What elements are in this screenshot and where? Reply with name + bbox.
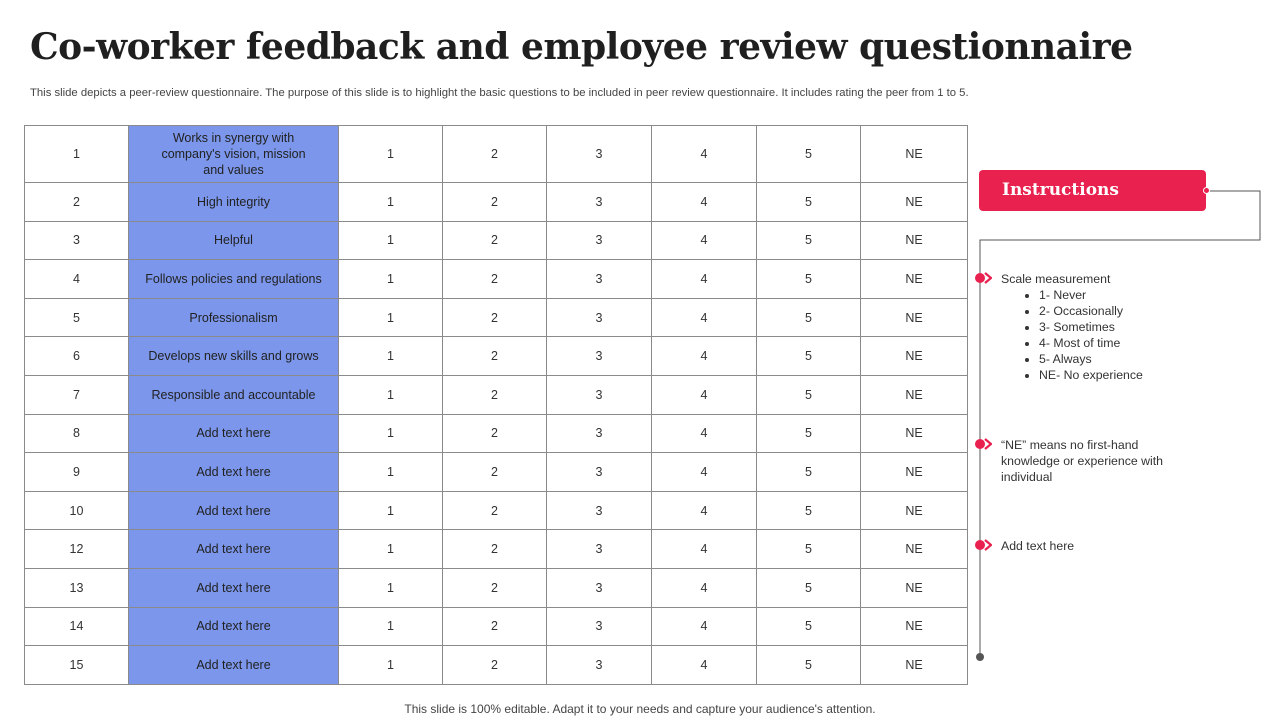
- scale-title: Scale measurement: [1001, 272, 1111, 286]
- row-number: 12: [25, 530, 129, 569]
- rating-option[interactable]: NE: [861, 183, 968, 222]
- rating-option[interactable]: 3: [547, 221, 652, 260]
- row-number: 10: [25, 491, 129, 530]
- rating-option[interactable]: 4: [652, 221, 757, 260]
- row-number: 6: [25, 337, 129, 376]
- rating-option[interactable]: 1: [339, 183, 443, 222]
- rating-option[interactable]: 5: [757, 646, 861, 685]
- rating-option[interactable]: 1: [339, 298, 443, 337]
- table-row: [25, 453, 968, 492]
- rating-option[interactable]: 4: [652, 375, 757, 414]
- rating-option[interactable]: 1: [339, 607, 443, 646]
- table-row: [25, 646, 968, 685]
- question-label: Develops new skills and grows: [129, 337, 339, 376]
- ne-note: “NE” means no first-hand knowledge or experience with individual: [1001, 438, 1164, 484]
- rating-option[interactable]: 5: [757, 221, 861, 260]
- table-row: [25, 530, 968, 569]
- page-title: Co-worker feedback and employee review questionnaire: [30, 26, 1133, 68]
- rating-option[interactable]: 3: [547, 260, 652, 299]
- rating-option[interactable]: 5: [757, 414, 861, 453]
- rating-option[interactable]: 5: [757, 260, 861, 299]
- scale-item: • NE- No experience: [1039, 367, 1251, 383]
- row-number: 14: [25, 607, 129, 646]
- rating-option[interactable]: 5: [757, 375, 861, 414]
- rating-option[interactable]: 4: [652, 183, 757, 222]
- row-number: 4: [25, 260, 129, 299]
- rating-option[interactable]: 1: [339, 337, 443, 376]
- rating-option[interactable]: NE: [861, 375, 968, 414]
- row-number: 9: [25, 453, 129, 492]
- questionnaire-body: [25, 126, 968, 685]
- question-label: Professionalism: [129, 298, 339, 337]
- rating-option[interactable]: 2: [443, 298, 547, 337]
- rating-option[interactable]: 5: [757, 337, 861, 376]
- rating-option[interactable]: 2: [443, 453, 547, 492]
- row-number: 7: [25, 375, 129, 414]
- rating-option[interactable]: 2: [443, 375, 547, 414]
- question-label: Follows policies and regulations: [129, 260, 339, 299]
- table-row: [25, 491, 968, 530]
- rating-option[interactable]: NE: [861, 126, 968, 183]
- table-row: [25, 260, 968, 299]
- rating-option[interactable]: 1: [339, 646, 443, 685]
- rating-option[interactable]: 1: [339, 221, 443, 260]
- rating-option[interactable]: 1: [339, 530, 443, 569]
- rating-option[interactable]: 3: [547, 337, 652, 376]
- rating-option[interactable]: 5: [757, 568, 861, 607]
- question-label: Add text here: [129, 491, 339, 530]
- scale-item: • 3- Sometimes: [1039, 319, 1251, 335]
- rating-option[interactable]: 3: [547, 491, 652, 530]
- table-row: [25, 126, 968, 183]
- row-number: 15: [25, 646, 129, 685]
- row-number: 1: [25, 126, 129, 183]
- rating-option[interactable]: 3: [547, 607, 652, 646]
- question-label: Add text here: [129, 607, 339, 646]
- rating-option[interactable]: 4: [652, 453, 757, 492]
- rating-option[interactable]: 5: [757, 607, 861, 646]
- row-number: 3: [25, 221, 129, 260]
- rating-option[interactable]: 3: [547, 126, 652, 183]
- rating-option[interactable]: 4: [652, 607, 757, 646]
- question-label: Add text here: [129, 414, 339, 453]
- rating-option[interactable]: 3: [547, 530, 652, 569]
- rating-option[interactable]: NE: [861, 260, 968, 299]
- footer-note: This slide is 100% editable. Adapt it to your needs and capture your audience's attention.: [404, 702, 876, 716]
- instructions-heading: Instructions: [979, 170, 1206, 211]
- chevron-bullet-icon: [974, 272, 992, 284]
- scale-list: [1001, 287, 1251, 383]
- questionnaire-table: [24, 125, 968, 685]
- question-label: Add text here: [129, 453, 339, 492]
- rating-option[interactable]: 4: [652, 414, 757, 453]
- rating-option[interactable]: 2: [443, 568, 547, 607]
- rating-option[interactable]: NE: [861, 337, 968, 376]
- rating-option[interactable]: 3: [547, 568, 652, 607]
- rating-option[interactable]: 1: [339, 375, 443, 414]
- rating-option[interactable]: 4: [652, 491, 757, 530]
- question-label: Works in synergy with company's vision, mission and values: [129, 126, 339, 183]
- rating-option[interactable]: 5: [757, 126, 861, 183]
- rating-option[interactable]: 2: [443, 221, 547, 260]
- chevron-bullet-icon: [974, 438, 992, 450]
- connector-start-dot: [1203, 187, 1210, 194]
- rating-option[interactable]: 5: [757, 183, 861, 222]
- row-number: 8: [25, 414, 129, 453]
- rating-option[interactable]: 2: [443, 646, 547, 685]
- rating-option[interactable]: NE: [861, 491, 968, 530]
- scale-item: • 4- Most of time: [1039, 335, 1251, 351]
- rating-option[interactable]: 1: [339, 568, 443, 607]
- table-row: [25, 607, 968, 646]
- rating-option[interactable]: 1: [339, 453, 443, 492]
- rating-option[interactable]: 4: [652, 646, 757, 685]
- table-row: [25, 221, 968, 260]
- rating-option[interactable]: 1: [339, 260, 443, 299]
- rating-option[interactable]: 4: [652, 530, 757, 569]
- table-row: [25, 375, 968, 414]
- rating-option[interactable]: NE: [861, 221, 968, 260]
- rating-option[interactable]: 1: [339, 414, 443, 453]
- rating-option[interactable]: NE: [861, 453, 968, 492]
- question-label: Add text here: [129, 530, 339, 569]
- rating-option[interactable]: 5: [757, 530, 861, 569]
- rating-option[interactable]: 1: [339, 491, 443, 530]
- rating-option[interactable]: 3: [547, 298, 652, 337]
- rating-option[interactable]: 4: [652, 337, 757, 376]
- rating-option[interactable]: 5: [757, 298, 861, 337]
- rating-option[interactable]: 3: [547, 646, 652, 685]
- rating-option[interactable]: 3: [547, 414, 652, 453]
- scale-item: • 2- Occasionally: [1039, 303, 1251, 319]
- row-number: 13: [25, 568, 129, 607]
- rating-option[interactable]: 3: [547, 453, 652, 492]
- row-number: 5: [25, 298, 129, 337]
- table-row: [25, 337, 968, 376]
- rating-option[interactable]: NE: [861, 530, 968, 569]
- scale-measurement-note: [1001, 271, 1251, 383]
- rating-option[interactable]: 1: [339, 126, 443, 183]
- rating-option[interactable]: NE: [861, 568, 968, 607]
- rating-option[interactable]: 2: [443, 530, 547, 569]
- table-row: [25, 183, 968, 222]
- rating-option[interactable]: 4: [652, 126, 757, 183]
- rating-option[interactable]: 2: [443, 260, 547, 299]
- extra-note: Add text here: [1001, 539, 1075, 553]
- rating-option[interactable]: 3: [547, 183, 652, 222]
- table-row: [25, 298, 968, 337]
- question-label: Add text here: [129, 646, 339, 685]
- page-subtitle: This slide depicts a peer-review questionnaire. The purpose of this slide is to highlight the basic questions to be included in peer review questionnaire. It includes rating the peer from 1 to 5.: [30, 87, 969, 99]
- rating-option[interactable]: 2: [443, 126, 547, 183]
- rating-option[interactable]: 3: [547, 375, 652, 414]
- rating-option[interactable]: 4: [652, 260, 757, 299]
- table-row: [25, 414, 968, 453]
- rating-option[interactable]: 5: [757, 491, 861, 530]
- question-label: Helpful: [129, 221, 339, 260]
- table-row: [25, 568, 968, 607]
- question-label: Add text here: [129, 568, 339, 607]
- rating-option[interactable]: NE: [861, 607, 968, 646]
- rating-option[interactable]: 2: [443, 491, 547, 530]
- rating-option[interactable]: 2: [443, 607, 547, 646]
- question-label: Responsible and accountable: [129, 375, 339, 414]
- rating-option[interactable]: 2: [443, 414, 547, 453]
- rating-option[interactable]: 4: [652, 568, 757, 607]
- connector-end-dot: [976, 653, 984, 661]
- chevron-bullet-icon: [974, 539, 992, 551]
- rating-option[interactable]: NE: [861, 646, 968, 685]
- scale-item: • 5- Always: [1039, 351, 1251, 367]
- rating-option[interactable]: 5: [757, 453, 861, 492]
- scale-item: • 1- Never: [1039, 287, 1251, 303]
- rating-option[interactable]: 4: [652, 298, 757, 337]
- question-label: High integrity: [129, 183, 339, 222]
- rating-option[interactable]: NE: [861, 298, 968, 337]
- row-number: 2: [25, 183, 129, 222]
- rating-option[interactable]: 2: [443, 337, 547, 376]
- rating-option[interactable]: NE: [861, 414, 968, 453]
- rating-option[interactable]: 2: [443, 183, 547, 222]
